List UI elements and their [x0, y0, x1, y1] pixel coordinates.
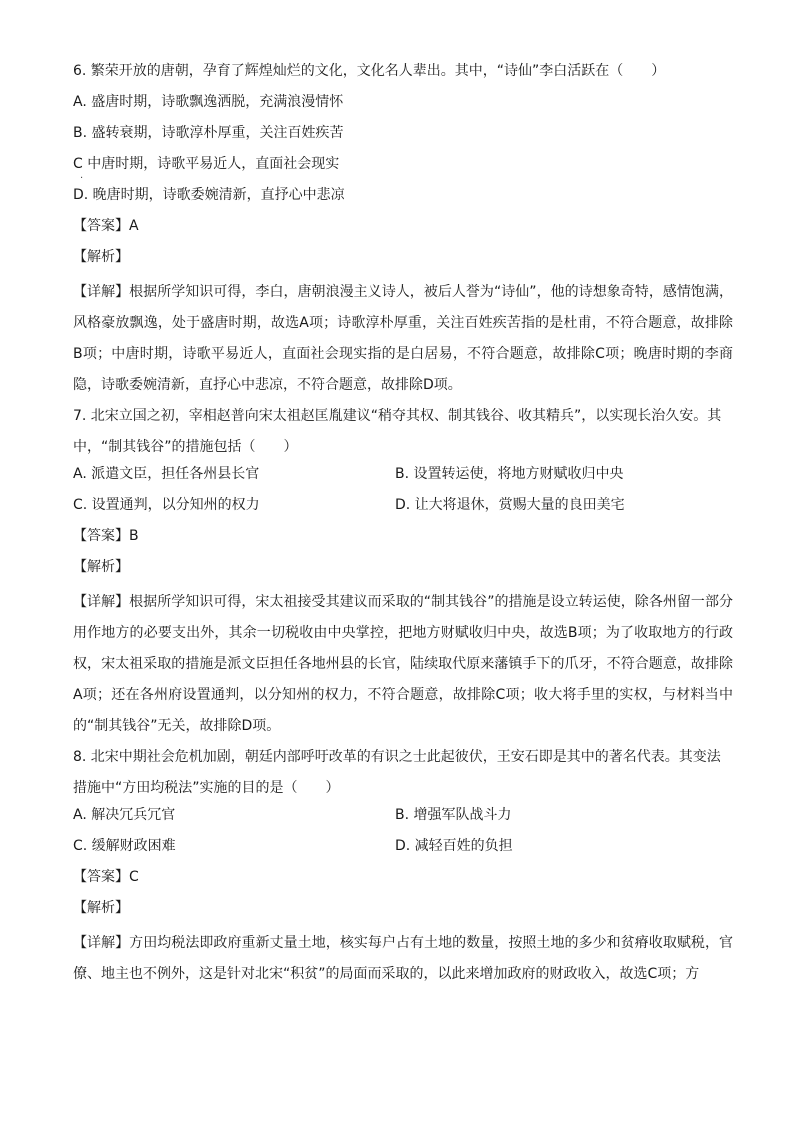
- option-c: C. 缓解财政困难: [73, 838, 176, 854]
- option-c: C. 设置通判，以分知州的权力: [73, 497, 260, 513]
- question-stem: 6. 繁荣开放的唐朝，孕育了辉煌灿烂的文化，文化名人辈出。其中，“诗仙”李白活跃在（ ）: [73, 63, 666, 79]
- question-7: [73, 401, 733, 742]
- question-stem: 7. 北宋立国之初，宰相赵普向宋太祖赵匡胤建议“稍夺其权、制其钱谷、收其精兵”，以实现长治久安。其中，“制其钱谷”的措施包括（ ）: [73, 408, 722, 455]
- option-row: [73, 835, 733, 866]
- answer-label: 【答案】A: [73, 218, 139, 234]
- detail-text: 【详解】根据所学知识可得，李白，唐朝浪漫主义诗人，被后人誉为“诗仙”，他的诗想象奇特，感情饱满，风格豪放飘逸，处于盛唐时期，故选A项；诗歌淳朴厚重，关注百姓疾苦指的是杜甫，不符合题意，故排除B项；中唐时期，诗歌平易近人，直面社会现实指的是白居易，不符合题意，故排除C项；晚唐时期的李商隐，诗歌委婉清新，直抒心中悲凉，不符合题意，故排除D项。: [73, 284, 733, 393]
- document-page: [73, 60, 733, 990]
- option-c: C 中唐时期，诗歌平易近人，直面社会现实: [73, 156, 340, 172]
- option-row: [73, 463, 733, 494]
- option-a: A. 盛唐时期，诗歌飘逸洒脱，充满浪漫情怀: [73, 94, 344, 110]
- option-row: [73, 804, 733, 835]
- option-row: [73, 494, 733, 525]
- detail-text: 【详解】根据所学知识可得，宋太祖接受其建议而采取的“制其钱谷”的措施是设立转运使，除各州留一部分用作地方的必要支出外，其余一切税收由中央掌控，把地方财赋收归中央，故选B项；为了收取地方的行政权，宋太祖采取的措施是派文臣担任各地州县的长官，陆续取代原来藩镇手下的爪牙，不符合题意，故排除A项；还在各州府设置通判，以分知州的权力，不符合题意，故排除C项；收大将手里的实权，与材料当中的“制其钱谷”无关，故排除D项。: [73, 594, 733, 734]
- stray-dot: ·: [80, 173, 84, 184]
- analysis-label: 【解析】: [73, 559, 129, 575]
- option-a: A. 派遣文臣，担任各州县长官: [73, 466, 260, 482]
- option-d: D. 晚唐时期，诗歌委婉清新，直抒心中悲凉: [73, 187, 345, 203]
- option-a: A. 解决冗兵冗官: [73, 807, 176, 823]
- detail-text: 【详解】方田均税法即政府重新丈量土地，核实每户占有土地的数量，按照土地的多少和贫瘠收取赋税，官僚、地主也不例外，这是针对北宋“积贫”的局面而采取的，以此来增加政府的财政收入，故选C项；方: [73, 935, 733, 982]
- question-6: [73, 60, 733, 401]
- option-b: B. 盛转衰期，诗歌淳朴厚重，关注百姓疾苦: [73, 125, 344, 141]
- option-b: B. 设置转运使，将地方财赋收归中央: [395, 466, 624, 482]
- option-b: B. 增强军队战斗力: [395, 807, 512, 823]
- option-d: D. 减轻百姓的负担: [395, 838, 513, 854]
- question-stem: 8. 北宋中期社会危机加剧，朝廷内部呼吁改革的有识之士此起彼伏，王安石即是其中的著名代表。其变法措施中“方田均税法”实施的目的是（ ）: [73, 749, 721, 796]
- analysis-label: 【解析】: [73, 900, 129, 916]
- answer-label: 【答案】C: [73, 869, 139, 885]
- question-8: [73, 742, 733, 990]
- answer-label: 【答案】B: [73, 528, 139, 544]
- analysis-label: 【解析】: [73, 249, 129, 265]
- option-d: D. 让大将退休，赏赐大量的良田美宅: [395, 497, 625, 513]
